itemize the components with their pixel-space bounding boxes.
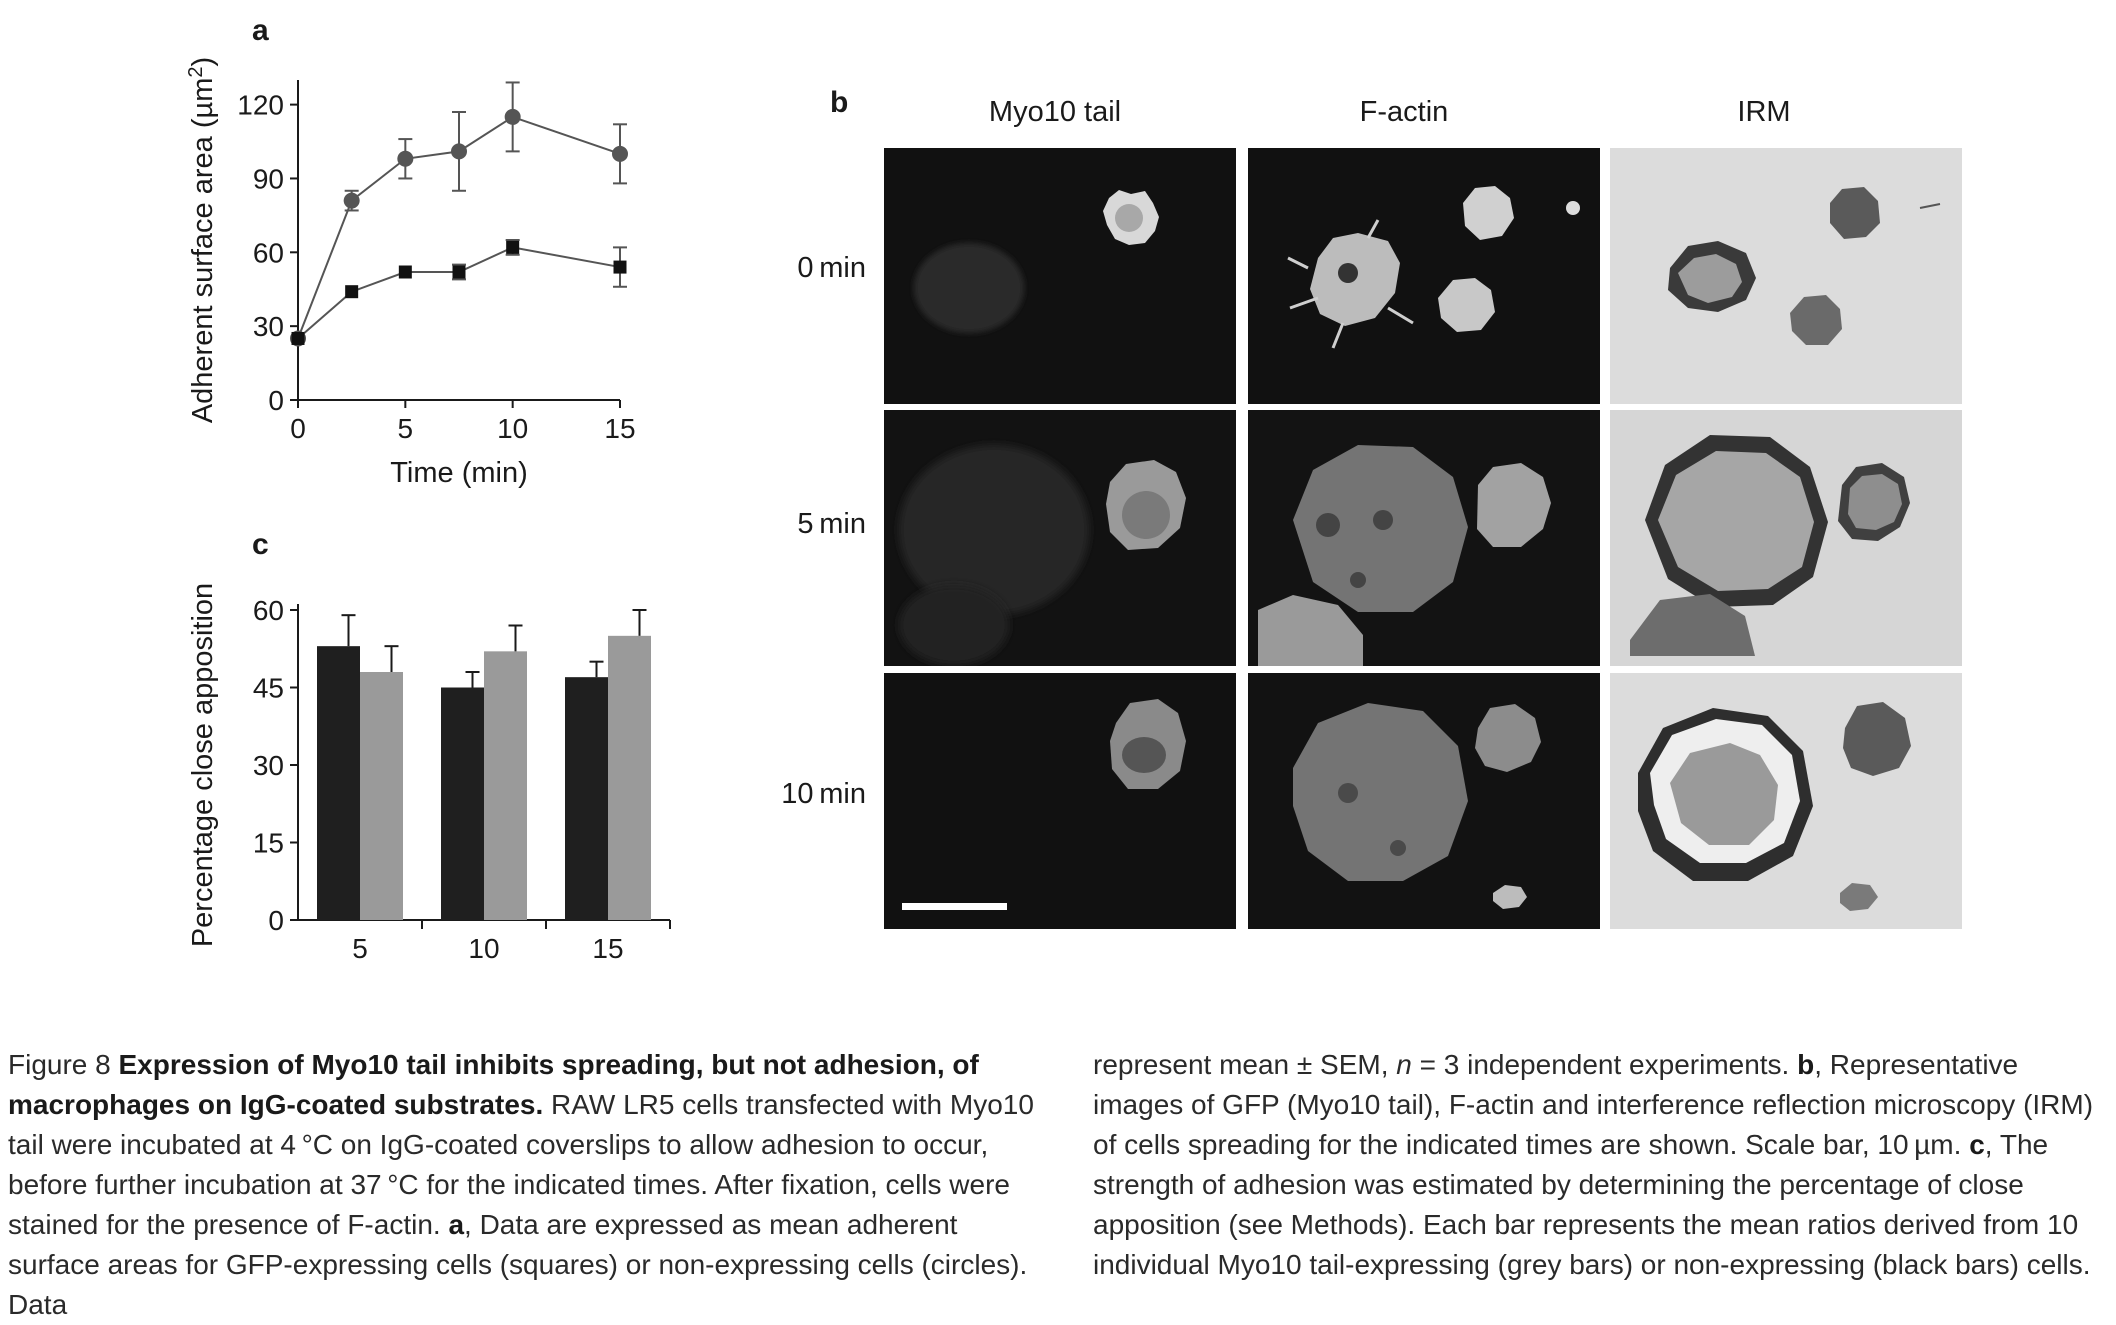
micrograph-irm-5min xyxy=(1610,410,1962,666)
caption-right xyxy=(1093,1045,2113,1285)
chart-a-x-tick-label: 5 xyxy=(397,413,414,444)
chart-c-bar xyxy=(360,672,403,920)
micrograph-factin-5min xyxy=(1248,410,1600,666)
chart-a-point-square xyxy=(506,241,519,254)
caption-figure-number: Figure 8 xyxy=(8,1049,119,1080)
chart-a-y-tick-label: 0 xyxy=(268,385,284,416)
chart-a-point-square xyxy=(345,285,358,298)
caption-label-a: a xyxy=(448,1209,465,1240)
chart-c-y-tick-label: 30 xyxy=(252,750,284,781)
caption-label-c: c xyxy=(1969,1129,1985,1160)
chart-a-point-circle xyxy=(344,193,360,209)
caption-text-a: , Data are expressed as mean adherent surface areas for GFP-expressing cells (squares) or non-expressing cells (circles). Data xyxy=(8,1209,1028,1320)
chart-c-bar xyxy=(441,688,484,921)
chart-a-point-circle xyxy=(397,151,413,167)
column-header-myo10-tail: Myo10 tail xyxy=(988,96,1122,128)
micrograph-irm-10min xyxy=(1610,673,1962,929)
chart-c-x-tick-label: 5 xyxy=(352,933,368,960)
chart-a-x-tick-label: 15 xyxy=(604,413,636,444)
chart-c-bar xyxy=(608,636,651,920)
column-header-f-actin: F-actin xyxy=(1359,96,1449,128)
chart-a-x-axis-label: Time (min) xyxy=(390,457,528,489)
caption-label-b: b xyxy=(1797,1049,1815,1080)
chart-c-y-tick-label: 0 xyxy=(268,905,284,936)
chart-c-y-tick-label: 15 xyxy=(252,827,284,859)
row-header-10min: 10 min xyxy=(781,778,866,810)
chart-c-x-tick-label: 10 xyxy=(468,933,500,960)
panel-label-a: a xyxy=(252,14,269,47)
caption-left xyxy=(8,1045,1048,1325)
panel-label-b: b xyxy=(830,86,849,119)
micrograph-myo10-0min xyxy=(884,148,1236,404)
micrograph-factin-10min xyxy=(1248,673,1600,929)
chart-a-y-tick-label: 90 xyxy=(252,163,284,195)
chart-a-y-tick-label: 120 xyxy=(237,89,284,121)
row-header-5min: 5 min xyxy=(797,508,866,540)
scale-bar xyxy=(902,903,1007,910)
chart-c xyxy=(180,560,700,960)
micrograph-myo10-10min xyxy=(884,673,1236,929)
chart-c-y-tick-label: 60 xyxy=(252,595,284,626)
chart-a-point-square xyxy=(614,261,627,274)
chart-a-y-tick-label: 60 xyxy=(252,237,284,269)
chart-a-point-circle xyxy=(612,146,628,162)
chart-a-y-tick-label: 30 xyxy=(252,311,284,343)
caption-n-symbol: n xyxy=(1396,1049,1412,1080)
micrograph-factin-0min xyxy=(1248,148,1600,404)
chart-a-point-square xyxy=(292,332,305,345)
chart-a-point-square xyxy=(453,266,466,279)
caption-text-b: , Representative images of GFP (Myo10 tail), F-actin and interference reflection microscopy (IRM) of cells spreading for the indicated times are shown. Scale bar, 10 µm. xyxy=(1093,1049,2094,1160)
chart-a-point-circle xyxy=(505,109,521,125)
chart-c-y-tick-label: 45 xyxy=(252,672,284,704)
chart-a-point-circle xyxy=(451,143,467,159)
chart-c-x-tick-label: 15 xyxy=(592,933,624,960)
chart-c-y-axis-label: Percentage close apposition xyxy=(187,582,219,948)
chart-a-point-square xyxy=(399,266,412,279)
chart-a-x-tick-label: 0 xyxy=(290,413,306,444)
micrograph-myo10-5min xyxy=(884,410,1236,666)
caption-body: RAW LR5 cells transfected with Myo10 tail were incubated at 4 °C on IgG-coated coverslips to allow adhesion to occur, before further incubation at 37 °C for the indicated times. After fixation, cells were stained for the presence of F-actin. xyxy=(8,1089,1034,1240)
caption-right-intro: represent mean ± SEM, xyxy=(1093,1049,1397,1080)
row-header-0min: 0 min xyxy=(797,252,866,284)
column-header-irm: IRM xyxy=(1737,96,1791,128)
panel-label-c: c xyxy=(252,528,269,561)
micrograph-irm-0min xyxy=(1610,148,1962,404)
chart-c-bar xyxy=(484,651,527,920)
caption-right-stats: = 3 independent experiments. xyxy=(1411,1049,1798,1080)
chart-c-bar xyxy=(317,646,360,920)
caption-title: Expression of Myo10 tail inhibits spreading, but not adhesion, of macrophages on IgG-coated substrates. xyxy=(8,1049,979,1120)
chart-a-x-tick-label: 10 xyxy=(497,413,529,444)
caption-text-c: , The strength of adhesion was estimated by determining the percentage of close apposition (see Methods). Each bar represents the mean ratios derived from 10 individual Myo10 tail-expressing (grey bars) or non-expressing (black bars) cells. xyxy=(1093,1129,2091,1280)
chart-c-bar xyxy=(565,677,608,920)
chart-a-y-axis-label: Adherent surface area (µm$^2$) xyxy=(185,56,219,424)
chart-a xyxy=(180,50,680,500)
